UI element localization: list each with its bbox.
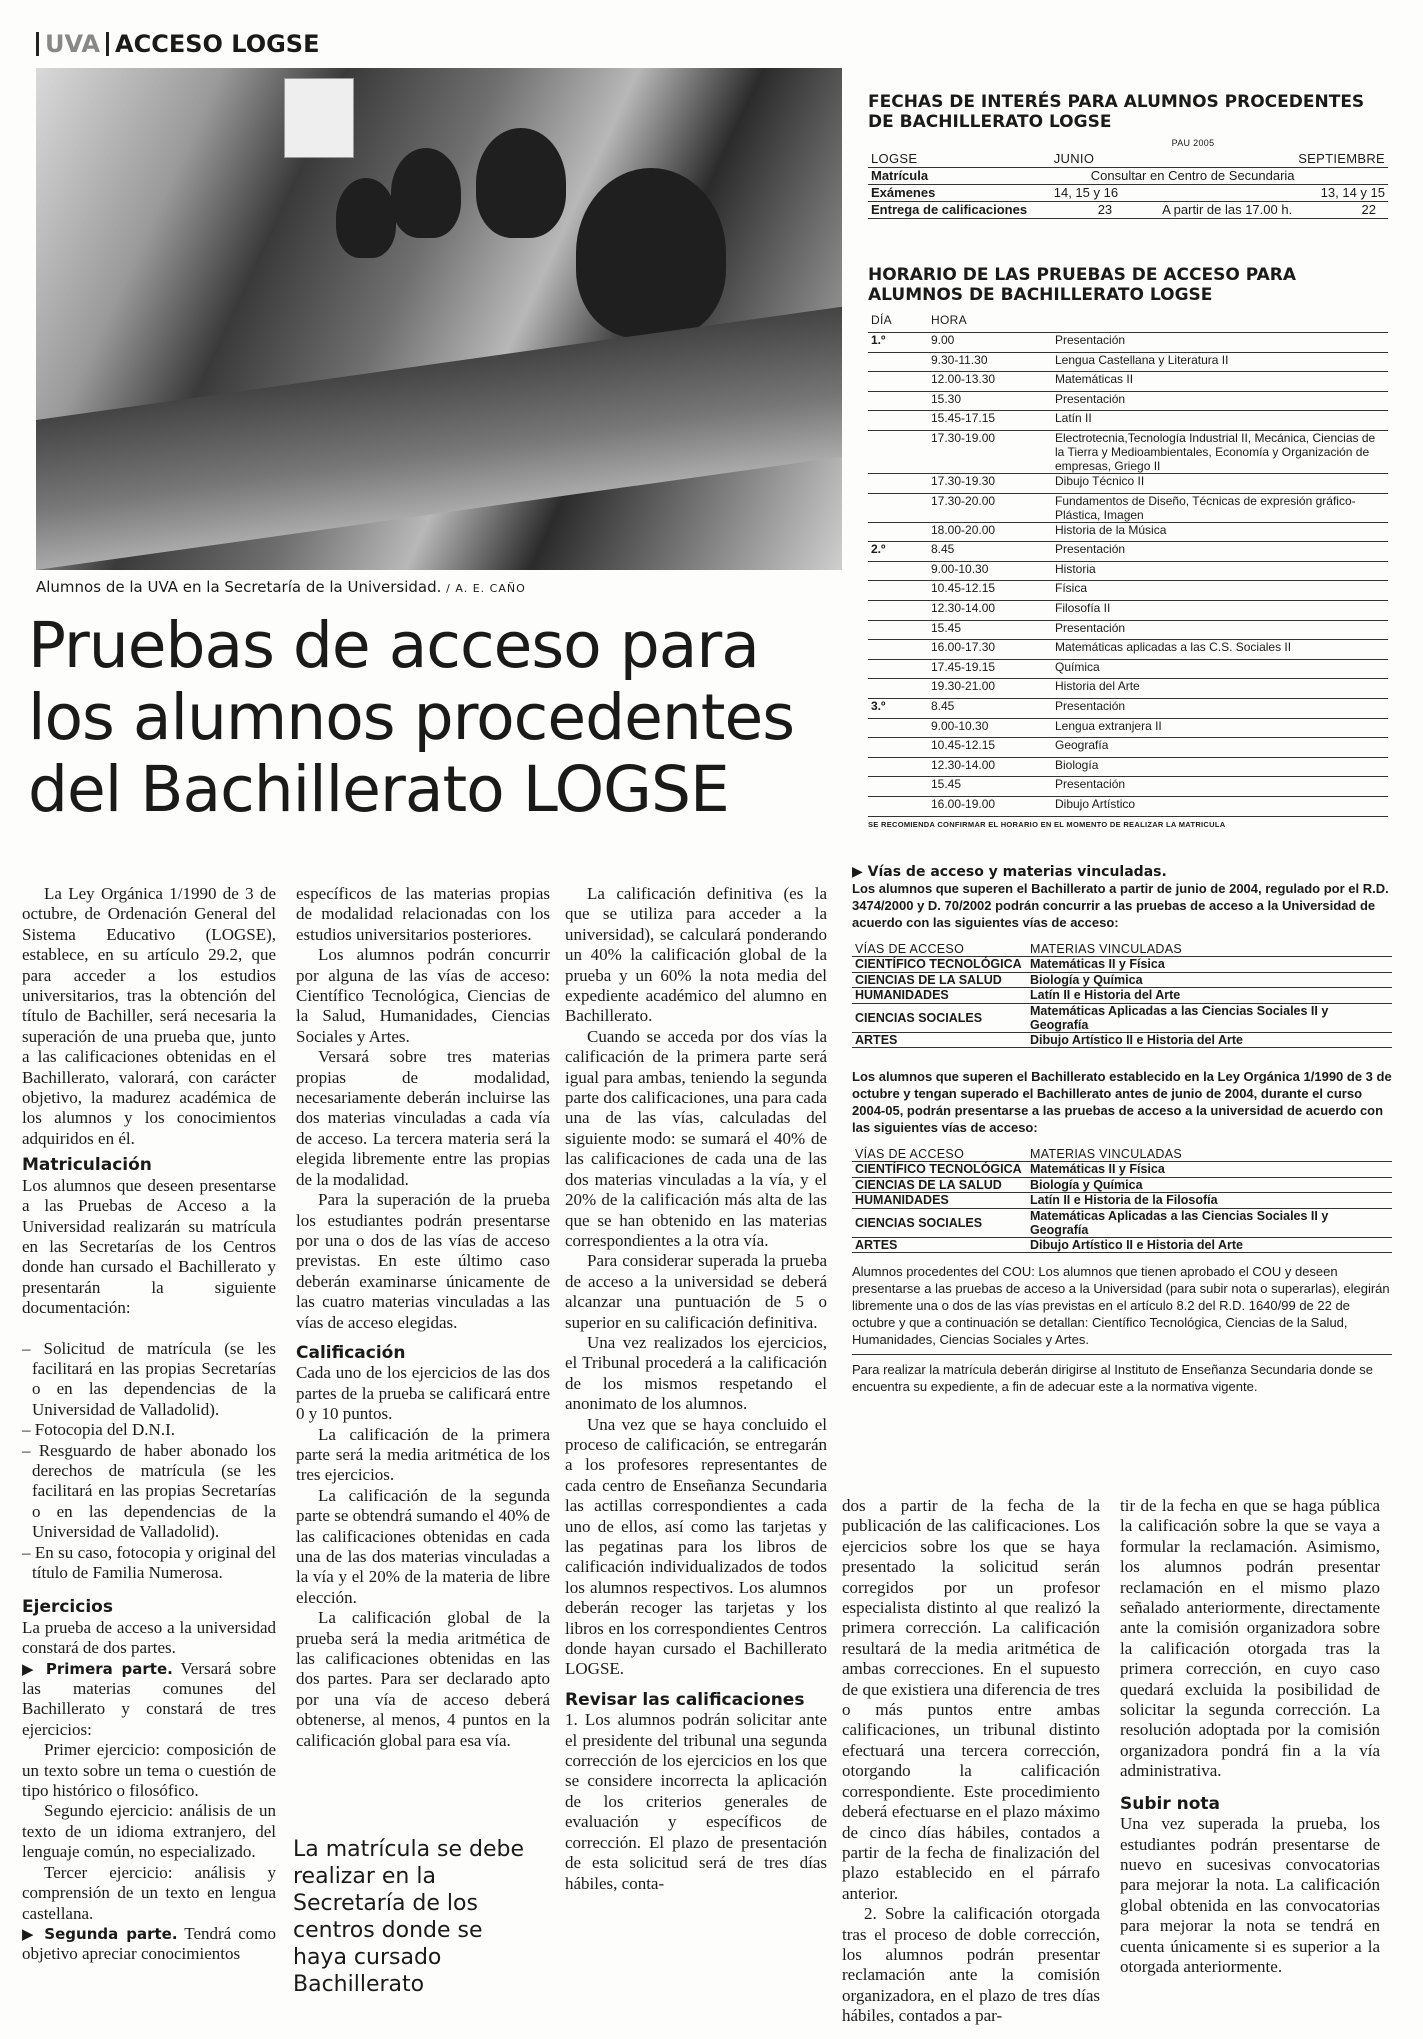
subheading-matriculacion: Matriculación [22, 1155, 152, 1176]
time-cell: 15.45 [928, 620, 1052, 640]
paragraph: Los alumnos que deseen presentarse a las Pruebas de Acceso a la Universidad realizarán su matrícula en las Secretarías de los Centros donde han cursado el Bachillerato y presentarán la siguiente documentación: [22, 1175, 276, 1318]
subject-cell: Lengua extranjera II [1052, 718, 1388, 738]
col-header: LOGSE [868, 150, 1051, 167]
subject-cell: Latín II [1052, 411, 1388, 431]
table-row [868, 796, 1388, 816]
table-row [852, 1193, 1392, 1209]
table-row [852, 1237, 1392, 1253]
time-cell: 8.45 [928, 542, 1052, 562]
subject-cell: Presentación [1052, 777, 1388, 797]
subject-cell: Física [1052, 581, 1388, 601]
table-row [868, 777, 1388, 797]
list-item: – Resguardo de haber abonado los derechos de matrícula (se les facilitará en las propias Secretarías o en las dependencias de la Universidad de Valladolid). [22, 1440, 276, 1542]
col-header: MATERIAS VINCULADAS [1027, 941, 1392, 957]
table-row [868, 411, 1388, 431]
col-header: VÍAS DE ACCESO [852, 1146, 1027, 1162]
table-row [852, 1208, 1392, 1237]
table-row [868, 391, 1388, 411]
day-cell [868, 431, 928, 474]
student-figure [476, 128, 566, 238]
time-cell: 8.45 [928, 699, 1052, 719]
table-row [868, 620, 1388, 640]
time-cell: 15.45 [928, 777, 1052, 797]
day-cell [868, 352, 928, 372]
paragraph: tir de la fecha en que se haga pública la calificación sobre la que se vaya a formular la reclamación. Asimismo, los alumnos podrán presentar reclamación en el mismo plazo señalado anteriormente, directamente ante la comisión organizadora sobre la calificación otorgada tras la primera corrección, en cuyo caso quedará excluida la posibilidad de solicitar la segunda corrección. La resolución adoptada por la comisión organizadora pondrá fin a la vía administrativa. [1120, 1496, 1380, 1781]
matricula-note: Para realizar la matrícula deberán dirigirse al Instituto de Enseñanza Secundaria donde se encuentra su expediente, a fin de adecuar este a la normativa vigente. [852, 1362, 1374, 1394]
paragraph: Para la superación de la prueba los estudiantes podrán presentarse por una o dos de las vías de acceso previstas. En este último caso deberán examinarse únicamente de las cuatro materias vinculadas a las vías de acceso elegidas. [296, 1190, 550, 1332]
materias-cell: Matemáticas Aplicadas a las Ciencias Sociales II y Geografía [1027, 1208, 1392, 1237]
time-cell: 17.30-19.30 [928, 474, 1052, 494]
table-cell: A partir de las 17.00 h. [1159, 201, 1295, 218]
materias-cell: Matemáticas Aplicadas a las Ciencias Sociales II y Geografía [1027, 1003, 1392, 1032]
day-cell [868, 411, 928, 431]
table-row [868, 431, 1388, 474]
paragraph: La prueba de acceso a la universidad constará de dos partes. [22, 1617, 276, 1658]
table-row [868, 679, 1388, 699]
via-cell: ARTES [852, 1237, 1027, 1253]
col-header: VÍAS DE ACCESO [852, 941, 1027, 957]
time-cell: 19.30-21.00 [928, 679, 1052, 699]
time-cell: 17.30-20.00 [928, 493, 1052, 522]
fechas-title: FECHAS DE INTERÉS PARA ALUMNOS PROCEDENTES DE BACHILLERATO LOGSE [868, 92, 1365, 132]
day-cell [868, 493, 928, 522]
via-cell: CIENTÍFICO TECNOLÓGICA [852, 957, 1027, 973]
day-cell: 1.º [868, 333, 928, 353]
day-cell [868, 757, 928, 777]
subject-cell: Presentación [1052, 699, 1388, 719]
segunda-parte-text: Tendrá como objetivo apreciar conocimientos [22, 1923, 276, 1964]
day-cell [868, 777, 928, 797]
subject-cell: Historia de la Música [1052, 522, 1388, 542]
student-figure [576, 168, 726, 338]
day-cell [868, 659, 928, 679]
time-cell: 9.30-11.30 [928, 352, 1052, 372]
segunda-parte-label: ▶ Segunda parte. [22, 1924, 178, 1943]
article-column-2 [296, 884, 550, 1751]
via-cell: CIENCIAS SOCIALES [852, 1003, 1027, 1032]
table-cell: Consultar en Centro de Secundaria [1051, 167, 1388, 184]
vias-title: ▶ Vías de acceso y materias vinculadas. [852, 864, 1167, 880]
student-figure [336, 178, 396, 258]
table-row [868, 757, 1388, 777]
subject-cell: Química [1052, 659, 1388, 679]
table-row [868, 659, 1388, 679]
table-row [868, 201, 1388, 218]
day-cell [868, 738, 928, 758]
materias-cell: Biología y Química [1027, 1177, 1392, 1193]
vias-table-1 [852, 941, 1392, 1048]
table-cell: Exámenes [868, 184, 1051, 201]
day-cell [868, 620, 928, 640]
table-cell: 22 [1295, 201, 1388, 218]
list-item: – Fotocopia del D.N.I. [22, 1420, 175, 1440]
subject-cell: Matemáticas II [1052, 372, 1388, 392]
table-row [868, 167, 1388, 184]
time-cell: 17.30-19.00 [928, 431, 1052, 474]
paragraph: Una vez realizados los ejercicios, el Tribunal procederá a la calificación de los mismos respetando el anonimato de los alumnos. [565, 1332, 827, 1414]
time-cell: 10.45-12.15 [928, 738, 1052, 758]
paragraph: La Ley Orgánica 1/1990 de 3 de octubre, de Ordenación General del Sistema Educativo (LOGSE), establece, en su artículo 29.2, que para acceder a los estudios universitarios, tras la obtención del título de Bachiller, será necesaria la superación de una prueba que, junto a las calificaciones obtenidas en el Bachillerato, valorará, con carácter objetivo, la madurez académica de los alumnos y los conocimientos adquiridos en él. [22, 884, 276, 1148]
table-row [868, 352, 1388, 372]
time-cell: 9.00-10.30 [928, 561, 1052, 581]
time-cell: 18.00-20.00 [928, 522, 1052, 542]
subheading-revisar: Revisar las calificaciones [565, 1689, 805, 1710]
paragraph: específicos de las materias propias de modalidad relacionadas con los estudios universitarios posteriores. [296, 884, 550, 944]
pau-label: PAU 2005 [1171, 138, 1215, 148]
time-cell: 16.00-17.30 [928, 640, 1052, 660]
paragraph: Los alumnos podrán concurrir por alguna de las vías de acceso: Científico Tecnológica, Ciencias de la Salud, Humanidades, Ciencias Sociales y Artes. [296, 945, 550, 1046]
table-row [868, 372, 1388, 392]
table-row [852, 1177, 1392, 1193]
wall-calendar [284, 78, 354, 158]
subheading-ejercicios: Ejercicios [22, 1597, 113, 1618]
header-divider [106, 32, 109, 56]
table-row [868, 640, 1388, 660]
primera-parte-text: Versará sobre las materias comunes del Bachillerato y constará de tres ejercicios: [22, 1658, 276, 1739]
time-cell: 17.45-19.15 [928, 659, 1052, 679]
paragraph: Segundo ejercicio: análisis de un texto de un idioma extranjero, del lenguaje común, no especializado. [22, 1801, 276, 1862]
vias-intro-1: Los alumnos que superen el Bachillerato a partir de junio de 2004, regulado por el R.D. 3474/2000 y D. 70/2002 podrán concurrir a las pruebas de acceso a la Universidad de acuerdo con las siguientes vías de acceso: [852, 881, 1389, 930]
paragraph: La calificación definitiva (es la que se utiliza para acceder a la universidad), se calculará ponderando un 40% la calificación global de la prueba y un 60% la nota media del expediente académico del alumno en Bachillerato. [565, 884, 827, 1026]
subject-cell: Geografía [1052, 738, 1388, 758]
subject-cell: Matemáticas aplicadas a las C.S. Sociales II [1052, 640, 1388, 660]
news-photo [36, 68, 842, 570]
article-column-3 [565, 884, 827, 1894]
paragraph [22, 1659, 276, 1741]
section-title: ACCESO LOGSE [115, 30, 320, 58]
table-row [868, 542, 1388, 562]
via-cell: CIENCIAS SOCIALES [852, 1208, 1027, 1237]
subject-cell: Filosofía II [1052, 601, 1388, 621]
section-header [36, 30, 319, 58]
via-cell: CIENTÍFICO TECNOLÓGICA [852, 1162, 1027, 1178]
list-item: – En su caso, fotocopia y original del título de Familia Numerosa. [22, 1542, 276, 1582]
col-header: HORA [928, 313, 1052, 333]
materias-cell: Dibujo Artístico II e Historia del Arte [1027, 1237, 1392, 1253]
time-cell: 10.45-12.15 [928, 581, 1052, 601]
day-cell: 2.º [868, 542, 928, 562]
subject-cell: Presentación [1052, 333, 1388, 353]
day-cell: 3.º [868, 699, 928, 719]
col-header: JUNIO [1051, 150, 1159, 167]
day-cell [868, 372, 928, 392]
counter-desk [36, 307, 842, 570]
horario-title: HORARIO DE LAS PRUEBAS DE ACCESO PARA ALUMNOS DE BACHILLERATO LOGSE [868, 265, 1297, 305]
fechas-table [868, 150, 1388, 219]
subject-cell: Electrotecnia,Tecnología Industrial II, Mecánica, Ciencias de la Tierra y Medioambientales, Economía y Organización de empresas, Griego II [1052, 431, 1388, 474]
paragraph: Tercer ejercicio: análisis y comprensión de un texto en lengua castellana. [22, 1862, 276, 1923]
subject-cell: Presentación [1052, 391, 1388, 411]
day-cell [868, 561, 928, 581]
vias-intro-2: Los alumnos que superen el Bachillerato establecido en la Ley Orgánica 1/1990 de 3 de octubre y tengan superado el Bachillerato antes de junio de 2004, durante el curso 2004-05, podrán presentarse a las pruebas de acceso a la universidad de acuerdo con las siguientes vías de acceso: [852, 1069, 1392, 1135]
table-row [852, 1162, 1392, 1178]
table-cell: 23 [1051, 201, 1159, 218]
paragraph: Cada uno de los ejercicios de las dos partes de la prueba se calificará entre 0 y 10 puntos. [296, 1363, 550, 1424]
day-cell [868, 718, 928, 738]
materias-cell: Matemáticas II y Física [1027, 957, 1392, 973]
table-row [868, 333, 1388, 353]
time-cell: 16.00-19.00 [928, 796, 1052, 816]
table-row [868, 699, 1388, 719]
col-header: SEPTIEMBRE [1295, 150, 1388, 167]
day-cell [868, 796, 928, 816]
vias-table-2 [852, 1146, 1392, 1253]
col-header: MATERIAS VINCULADAS [1027, 1146, 1392, 1162]
article-column-1 [22, 884, 276, 1965]
materias-cell: Biología y Química [1027, 972, 1392, 988]
paragraph: dos a partir de la fecha de la publicación de las calificaciones. Los ejercicios sobre los que se haya presentado la solicitud serán corregidos por un profesor especialista distinto al que realizó la primera corrección. La calificación resultará de la media aritmética de ambas correcciones. En el supuesto de que existiera una diferencia de tres o más puntos entre ambas calificaciones, un tribunal distinto efectuará una tercera corrección, otorgando la calificación correspondiente. Este procedimiento deberá efectuarse en el plazo máximo de cinco días hábiles, contados a partir de la fecha de finalización del plazo establecido en el párrafo anterior. [842, 1496, 1100, 1903]
materias-cell: Latín II e Historia del Arte [1027, 988, 1392, 1004]
header-divider [36, 32, 39, 56]
materias-cell: Latín II e Historia de la Filosofía [1027, 1193, 1392, 1209]
paragraph [22, 1924, 276, 1965]
time-cell: 9.00-10.30 [928, 718, 1052, 738]
via-cell: ARTES [852, 1032, 1027, 1048]
subheading-calificacion: Calificación [296, 1342, 406, 1363]
article-column-5 [1120, 1496, 1380, 1977]
paragraph: La calificación de la segunda parte se obtendrá sumando el 40% de las calificaciones obtenidas en cada una de las dos materias vinculadas a la vía y el 20% de la materia de libre elección. [296, 1485, 550, 1607]
subject-cell: Historia [1052, 561, 1388, 581]
fechas-box [868, 92, 1388, 219]
table-row [868, 522, 1388, 542]
paragraph: La calificación global de la prueba será la media aritmética de las calificaciones obtenidas en las dos partes. Para ser declarado apto por una vía de acceso deberá obtenerse, al menos, 4 puntos en la calificación global para esa vía. [296, 1608, 550, 1750]
subject-cell: Fundamentos de Diseño, Técnicas de expresión gráfico-Plástica, Imagen [1052, 493, 1388, 522]
subject-cell: Dibujo Artístico [1052, 796, 1388, 816]
horario-table [868, 313, 1388, 817]
paragraph: 1. Los alumnos podrán solicitar ante el presidente del tribunal una segunda corrección de los ejercicios en los que se considere incorrecta la aplicación de los criterios generales de evaluación y específicos de corrección. El plazo de presentación de esta solicitud será de tres días hábiles, conta- [565, 1710, 827, 1893]
day-cell [868, 522, 928, 542]
paragraph: Una vez que se haya concluido el proceso de calificación, se entregarán a los profesores representantes de cada centro de Enseñanza Secundaria las actillas correspondientes a cada uno de ellos, así como las tarjetas y las pegatinas para los libros de calificación individualizados de todos los alumnos respectivos. Los alumnos deberán recoger las tarjetas y los libros en los correspondientes Centros donde hayan cursado el Bachillerato LOGSE. [565, 1414, 827, 1679]
paragraph: Cuando se acceda por dos vías la calificación de la primera parte será igual para ambas, teniendo la segunda parte dos calificaciones, una para cada una de las vías, calculadas del siguiente modo: se sumará el 40% de las calificaciones de cada una de las dos materias vinculadas a la vía, y el 20% de la calificación más alta de las que se han obtenido en las materias correspondientes a la otra vía. [565, 1026, 827, 1250]
student-figure [391, 148, 461, 238]
table-row [868, 738, 1388, 758]
day-cell [868, 679, 928, 699]
table-cell: Matrícula [868, 167, 1051, 184]
vias-box [852, 864, 1392, 1395]
table-row [868, 718, 1388, 738]
table-cell: 14, 15 y 16 [1051, 184, 1159, 201]
horario-box [868, 265, 1388, 829]
list-item: – Solicitud de matrícula (se les facilitará en las propias Secretarías o en las dependencias de la Universidad de Valladolid). [22, 1338, 276, 1419]
time-cell: 12.30-14.00 [928, 601, 1052, 621]
table-cell [1159, 184, 1295, 201]
subject-cell: Historia del Arte [1052, 679, 1388, 699]
via-cell: CIENCIAS DE LA SALUD [852, 972, 1027, 988]
table-row [852, 988, 1392, 1004]
subject-cell: Dibujo Técnico II [1052, 474, 1388, 494]
subject-cell: Presentación [1052, 620, 1388, 640]
time-cell: 12.00-13.30 [928, 372, 1052, 392]
pull-quote: La matrícula se debe realizar en la Secretaría de los centros donde se haya cursado Bachillerato [293, 1837, 525, 1997]
paragraph: Para considerar superada la prueba de acceso a la universidad se deberá alcanzar una puntuación de 5 o superior en su calificación definitiva. [565, 1251, 827, 1332]
table-cell: 13, 14 y 15 [1295, 184, 1388, 201]
table-row [852, 957, 1392, 973]
via-cell: HUMANIDADES [852, 988, 1027, 1004]
primera-parte-label: ▶ Primera parte. [22, 1659, 173, 1678]
table-row [852, 972, 1392, 988]
time-cell: 15.30 [928, 391, 1052, 411]
article-headline: Pruebas de acceso para los alumnos procedentes del Bachillerato LOGSE [28, 609, 795, 826]
subject-cell: Presentación [1052, 542, 1388, 562]
day-cell [868, 581, 928, 601]
photo-caption [36, 578, 526, 596]
photo-credit: / A. E. CAÑO [446, 582, 526, 595]
paragraph: La calificación de la primera parte será la media aritmética de los tres ejercicios. [296, 1424, 550, 1485]
divider [852, 1354, 1392, 1355]
table-row [868, 474, 1388, 494]
materias-cell: Dibujo Artístico II e Historia del Arte [1027, 1032, 1392, 1048]
paragraph: 2. Sobre la calificación otorgada tras el proceso de doble corrección, los alumnos podrán presentar reclamación ante la comisión organizadora, en el plazo de tres días hábiles, contados a par- [842, 1904, 1100, 2026]
table-cell: Entrega de calificaciones [868, 201, 1051, 218]
caption-text: Alumnos de la UVA en la Secretaría de la Universidad. [36, 578, 442, 596]
section-name: UVA [45, 30, 101, 58]
paragraph: Una vez superada la prueba, los estudiantes podrán presentarse de nuevo en sucesivas convocatorias para mejorar la nota. La calificación global obtenida en las convocatorias para mejorar la nota se tendrá en cuenta únicamente si es superior a la otorgada anteriormente. [1120, 1814, 1380, 1976]
table-row [868, 561, 1388, 581]
cou-note: Alumnos procedentes del COU: Los alumnos que tienen aprobado el COU y deseen presentarse a las pruebas de acceso a la Universidad (para subir nota o superarlas), elegirán libremente una o dos de las vías previstas en el artículo 8.2 del R.D. 1640/99 de 22 de octubre y que a continuación se detallan: Científico Tecnológica, Ciencias de la Salud, Humanidades, Ciencias Sociales y Artes. [852, 1264, 1390, 1347]
time-cell: 15.45-17.15 [928, 411, 1052, 431]
subheading-subir-nota: Subir nota [1120, 1793, 1221, 1814]
subject-cell: Biología [1052, 757, 1388, 777]
via-cell: CIENCIAS DE LA SALUD [852, 1177, 1027, 1193]
materias-cell: Matemáticas II y Física [1027, 1162, 1392, 1178]
table-row [852, 1032, 1392, 1048]
time-cell: 9.00 [928, 333, 1052, 353]
via-cell: HUMANIDADES [852, 1193, 1027, 1209]
col-header: DÍA [868, 313, 928, 333]
article-column-4 [842, 1496, 1100, 2027]
day-cell [868, 640, 928, 660]
table-row [868, 601, 1388, 621]
paragraph: Primer ejercicio: composición de un texto sobre un tema o cuestión de tipo histórico o filosófico. [22, 1740, 276, 1801]
horario-note: SE RECOMIENDA CONFIRMAR EL HORARIO EN EL MOMENTO DE REALIZAR LA MATRICULA [868, 819, 1226, 829]
table-row [868, 184, 1388, 201]
table-row [868, 581, 1388, 601]
subject-cell: Lengua Castellana y Literatura II [1052, 352, 1388, 372]
paragraph: Versará sobre tres materias propias de modalidad, necesariamente deberán incluirse las dos materias vinculadas a cada vía de acceso. La tercera materia será la elegida libremente entre las propias de la modalidad. [296, 1047, 550, 1189]
day-cell [868, 391, 928, 411]
table-row [852, 1003, 1392, 1032]
day-cell [868, 474, 928, 494]
table-row [868, 493, 1388, 522]
time-cell: 12.30-14.00 [928, 757, 1052, 777]
day-cell [868, 601, 928, 621]
